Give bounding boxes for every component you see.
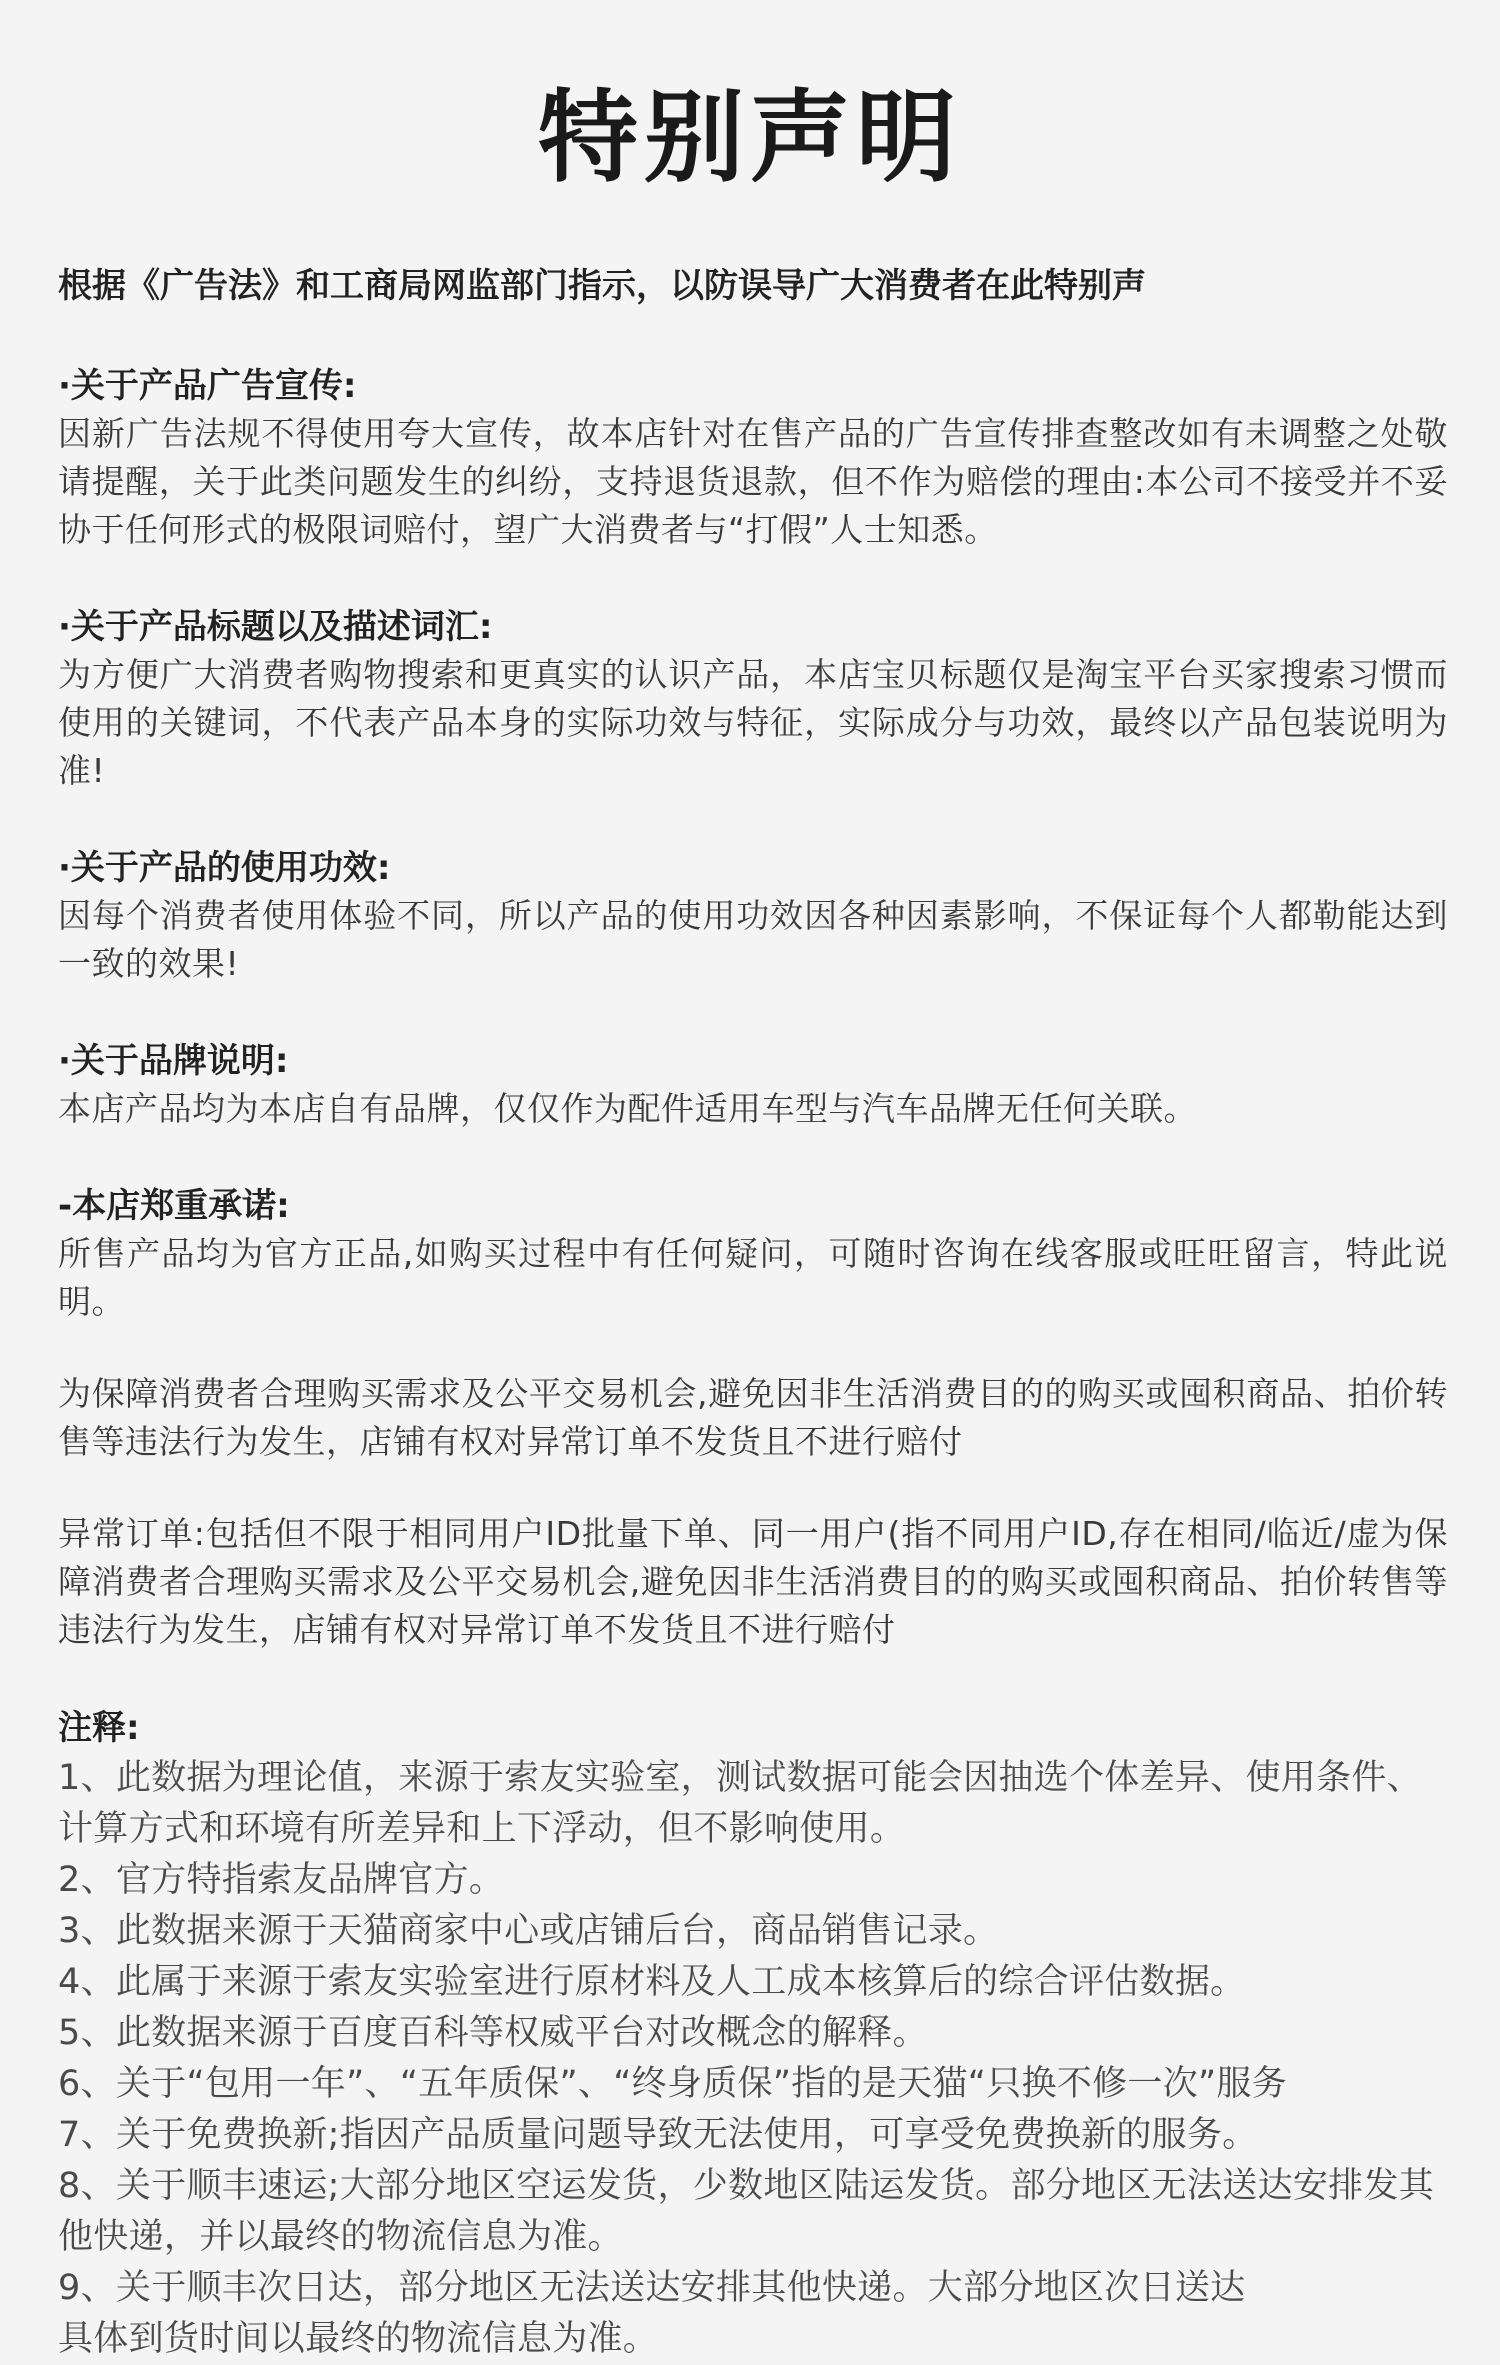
statement-content xyxy=(58,262,1448,2359)
note-item: 1、此数据为理论值，来源于索友实验室，测试数据可能会因抽选个体差异、使用条件、计算方式和环境有所差异和上下浮动，但不影响使用。 xyxy=(58,1758,1422,1849)
section-body: 为方便广大消费者购物搜索和更真实的认识产品，本店宝贝标题仅是淘宝平台买家搜索习惯而使用的关键词，不代表产品本身的实际功效与特征，实际成分与功效，最终以产品包装说明为准! xyxy=(58,655,1448,790)
notes-title: 注释: xyxy=(58,1708,140,1748)
section-heading: -本店郑重承诺: xyxy=(58,1186,290,1226)
note-item-cut: 具体到货时间以最终的物流信息为准。 xyxy=(58,2319,659,2359)
section-body: 因每个消费者使用体验不同，所以产品的使用功效因各种因素影响，不保证每个人都勒能达到一致的效果! xyxy=(58,896,1448,983)
section-body: 因新广告法规不得使用夸大宣传，故本店针对在售产品的广告宣传排查整改如有未调整之处敬请提醒，关于此类问题发生的纠纷，支持退货退款，但不作为赔偿的理由:本公司不接受并不妥协于任何形式的极限词赔付，望广大消费者与“打假”人士知悉。 xyxy=(58,414,1448,549)
section-body: 本店产品均为本店自有品牌，仅仅作为配件适用车型与汽车品牌无任何关联。 xyxy=(58,1089,1197,1128)
section-brand xyxy=(58,1037,1448,1133)
note-item: 9、关于顺丰次日达，部分地区无法送达安排其他快递。大部分地区次日送达 xyxy=(58,2268,1246,2308)
note-item: 5、此数据来源于百度百科等权威平台对改概念的解释。 xyxy=(58,2013,928,2053)
note-item: 8、关于顺丰速运;大部分地区空运发货，少数地区陆运发货。部分地区无法送达安排发其他快递，并以最终的物流信息为准。 xyxy=(58,2166,1435,2257)
section-heading: ·关于品牌说明: xyxy=(58,1041,289,1081)
abnormal-order-paragraph: 异常订单:包括但不限于相同用户ID批量下单、同一用户(指不同用户ID,存在相同/临近/虚为保障消费者合理购买需求及公平交易机会,避免因非生活消费目的的购买或囤积商品、拍价转售等违法行为发生，店铺有权对异常订单不发货且不进行赔付 xyxy=(58,1514,1448,1649)
note-item: 3、此数据来源于天猫商家中心或店铺后台，商品销售记录。 xyxy=(58,1911,999,1951)
note-item: 4、此属于来源于索友实验室进行原材料及人工成本核算后的综合评估数据。 xyxy=(58,1962,1246,2002)
notes-list xyxy=(58,1753,1448,2359)
section-promise xyxy=(58,1182,1448,1326)
intro-text: 根据《广告法》和工商局网监部门指示，以防误导广大消费者在此特别声 xyxy=(58,266,1146,306)
section-heading: ·关于产品标题以及描述词汇: xyxy=(58,607,493,647)
section-ad-promotion xyxy=(58,362,1448,554)
note-item: 7、关于免费换新;指因产品质量问题导致无法使用，可享受免费换新的服务。 xyxy=(58,2115,1258,2155)
section-title-description xyxy=(58,603,1448,795)
section-body: 所售产品均为官方正品,如购买过程中有任何疑问，可随时咨询在线客服或旺旺留言，特此说明。 xyxy=(58,1234,1448,1321)
note-item: 2、官方特指索友品牌官方。 xyxy=(58,1860,505,1900)
page-title: 特别声明 xyxy=(538,79,962,196)
section-heading: ·关于产品的使用功效: xyxy=(58,848,391,888)
fair-trade-paragraph: 为保障消费者合理购买需求及公平交易机会,避免因非生活消费目的的购买或囤积商品、拍价转售等违法行为发生，店铺有权对异常订单不发货且不进行赔付 xyxy=(58,1374,1448,1461)
note-item: 6、关于“包用一年”、“五年质保”、“终身质保”指的是天猫“只换不修一次”服务 xyxy=(58,2064,1288,2104)
section-heading: ·关于产品广告宣传: xyxy=(58,366,357,406)
notes-section xyxy=(58,1703,1448,2359)
section-product-effect xyxy=(58,844,1448,988)
